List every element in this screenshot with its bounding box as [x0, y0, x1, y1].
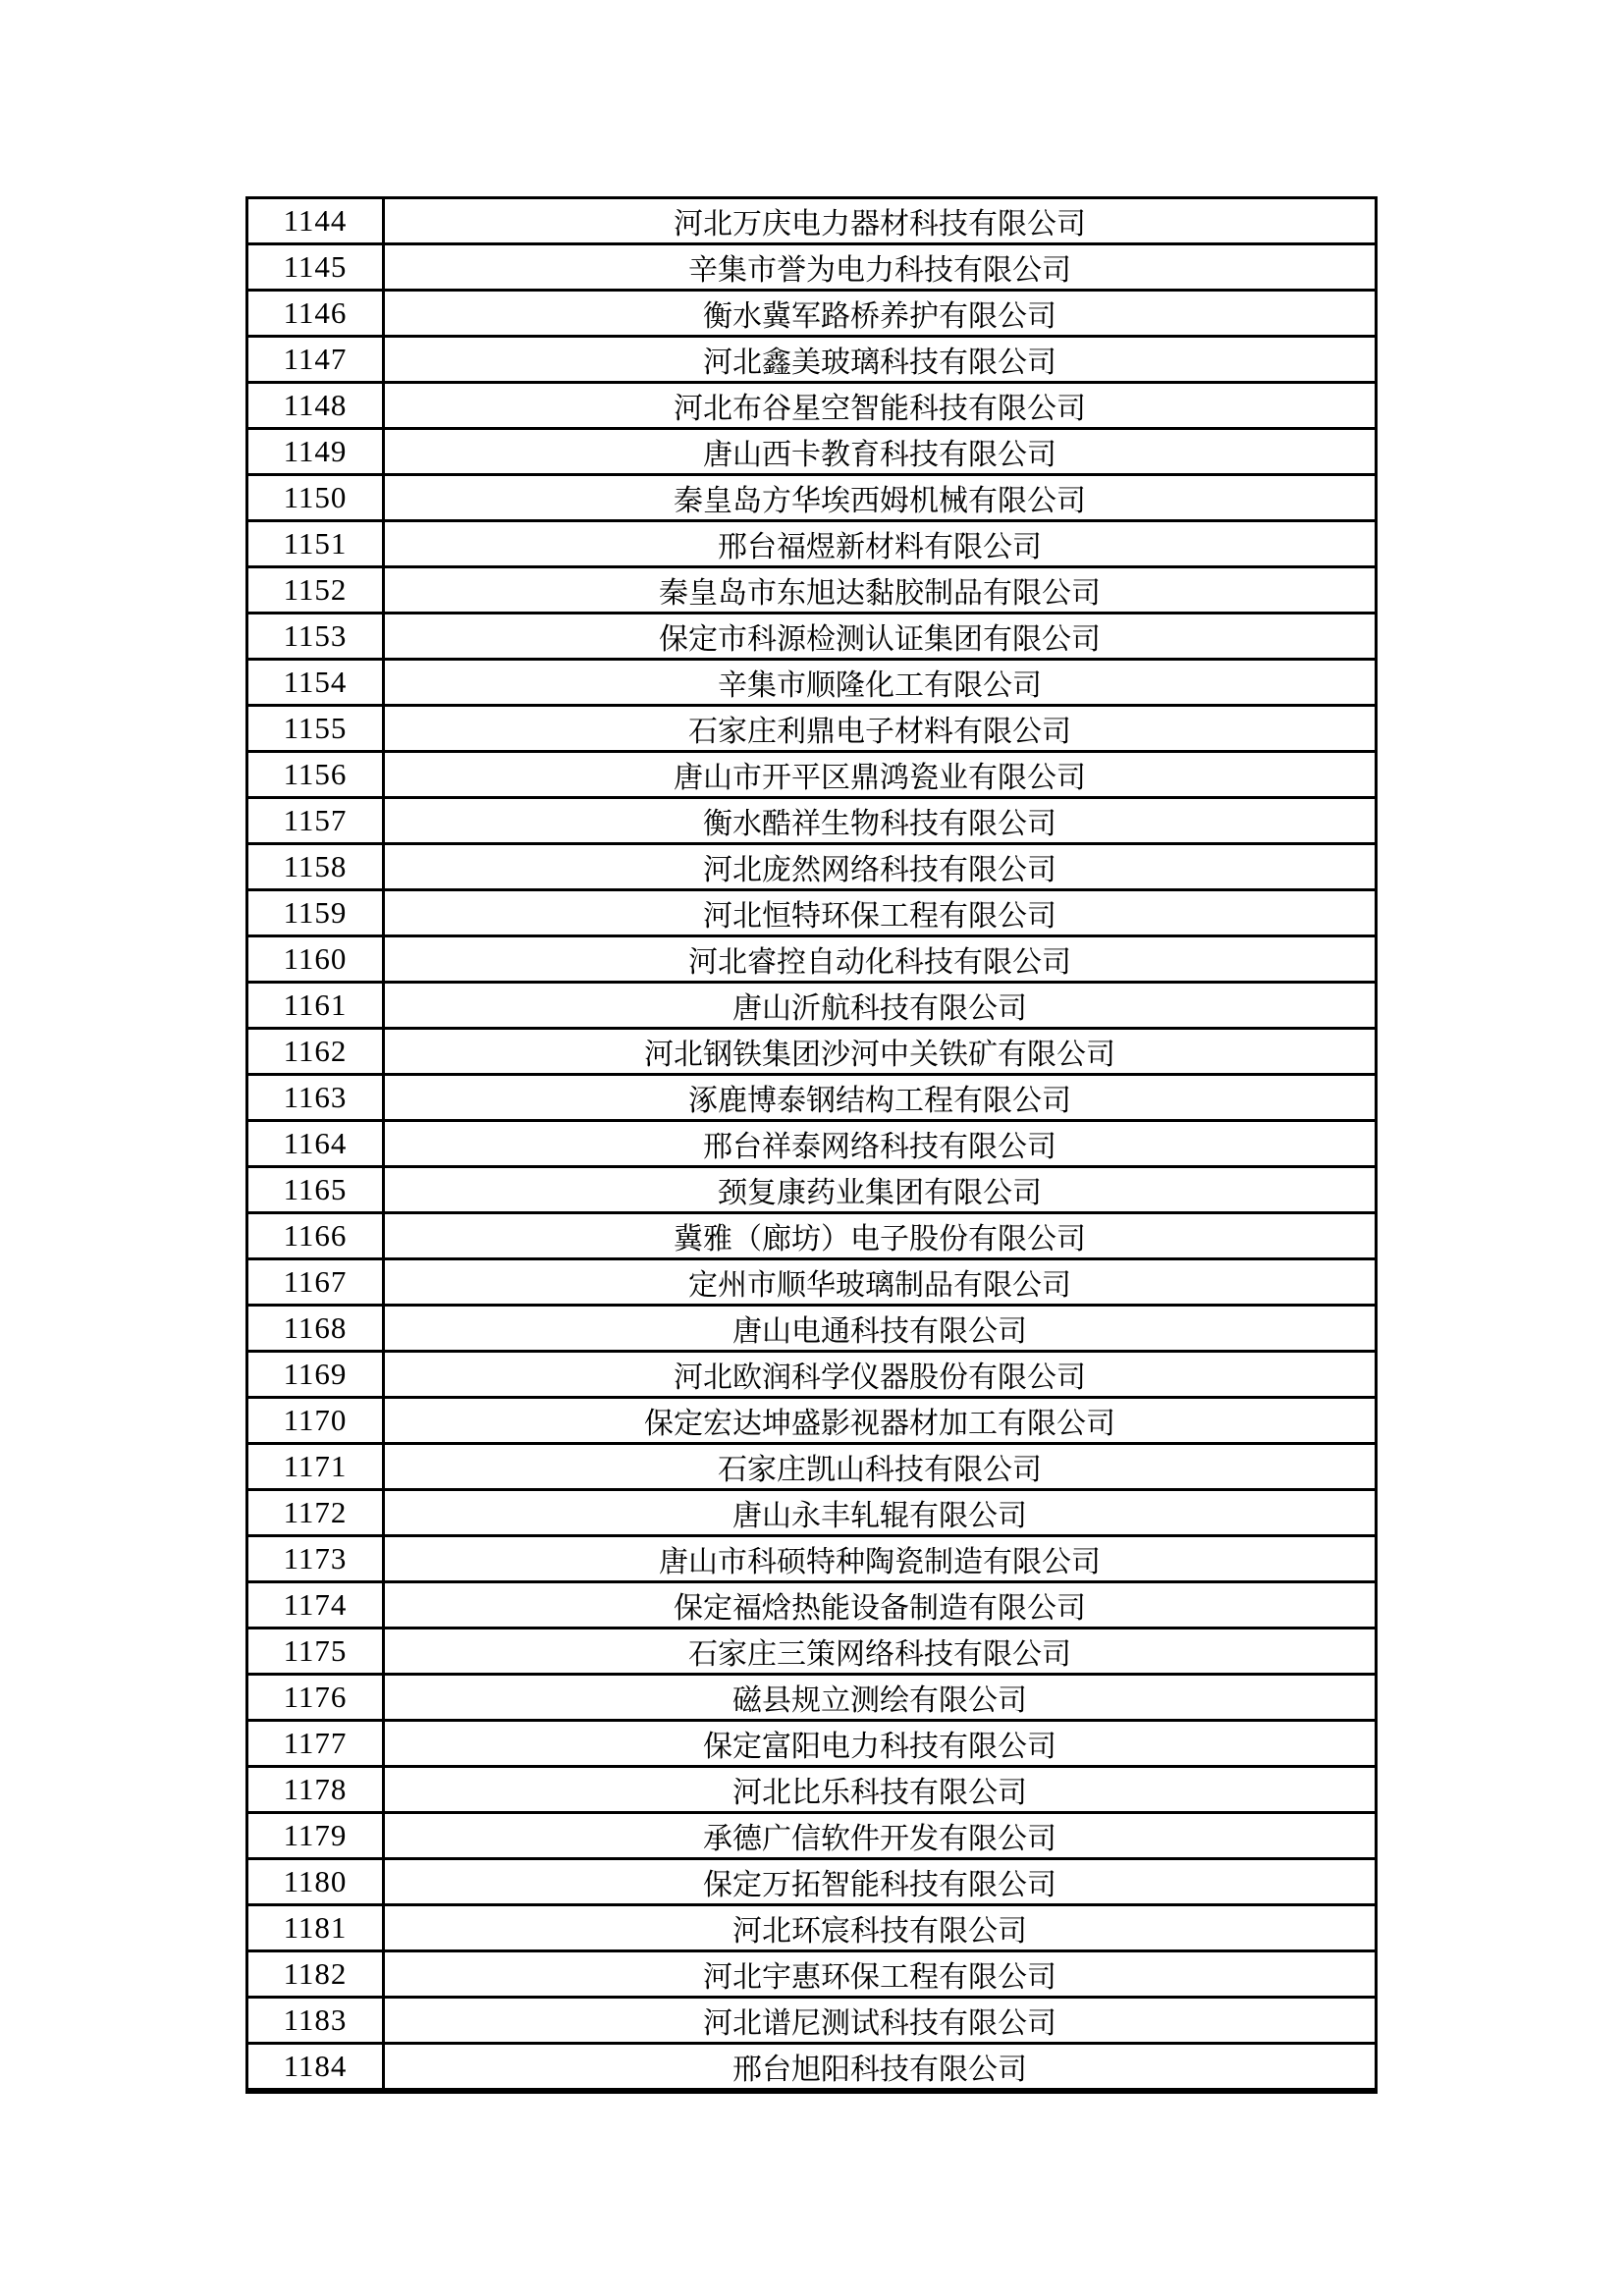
row-number-cell: 1154 — [247, 660, 384, 706]
company-name-cell: 河北欧润科学仪器股份有限公司 — [384, 1352, 1377, 1398]
row-number-cell: 1174 — [247, 1582, 384, 1629]
table-row — [247, 1259, 1377, 1306]
row-number-cell: 1176 — [247, 1675, 384, 1721]
row-number-cell: 1162 — [247, 1029, 384, 1075]
table-row — [247, 244, 1377, 291]
row-number-cell: 1158 — [247, 844, 384, 890]
company-name-cell: 辛集市顺隆化工有限公司 — [384, 660, 1377, 706]
row-number-cell: 1180 — [247, 1859, 384, 1905]
table-row — [247, 198, 1377, 244]
company-name-cell: 石家庄利鼎电子材料有限公司 — [384, 706, 1377, 752]
company-name-cell: 邢台福煜新材料有限公司 — [384, 521, 1377, 567]
company-name-cell: 河北恒特环保工程有限公司 — [384, 890, 1377, 936]
company-name-cell: 衡水酷祥生物科技有限公司 — [384, 798, 1377, 844]
company-name-cell: 石家庄凯山科技有限公司 — [384, 1444, 1377, 1490]
table-row — [247, 429, 1377, 475]
table-row — [247, 1306, 1377, 1352]
company-name-cell: 冀雅（廊坊）电子股份有限公司 — [384, 1213, 1377, 1259]
row-number-cell: 1166 — [247, 1213, 384, 1259]
row-number-cell: 1164 — [247, 1121, 384, 1167]
table-row — [247, 383, 1377, 429]
company-name-cell: 定州市顺华玻璃制品有限公司 — [384, 1259, 1377, 1306]
table-row — [247, 1075, 1377, 1121]
table-row — [247, 567, 1377, 614]
company-name-cell: 衡水冀军路桥养护有限公司 — [384, 291, 1377, 337]
row-number-cell: 1144 — [247, 198, 384, 244]
company-name-cell: 保定福焓热能设备制造有限公司 — [384, 1582, 1377, 1629]
company-name-cell: 河北鑫美玻璃科技有限公司 — [384, 337, 1377, 383]
company-name-cell: 承德广信软件开发有限公司 — [384, 1813, 1377, 1859]
company-name-cell: 保定市科源检测认证集团有限公司 — [384, 614, 1377, 660]
row-number-cell: 1177 — [247, 1721, 384, 1767]
table-row — [247, 2044, 1377, 2092]
table-row — [247, 936, 1377, 983]
company-name-cell: 秦皇岛市东旭达黏胶制品有限公司 — [384, 567, 1377, 614]
row-number-cell: 1165 — [247, 1167, 384, 1213]
row-number-cell: 1173 — [247, 1536, 384, 1582]
row-number-cell: 1146 — [247, 291, 384, 337]
table-row — [247, 1905, 1377, 1951]
row-number-cell: 1172 — [247, 1490, 384, 1536]
company-name-cell: 保定万拓智能科技有限公司 — [384, 1859, 1377, 1905]
company-name-cell: 保定富阳电力科技有限公司 — [384, 1721, 1377, 1767]
table-row — [247, 1859, 1377, 1905]
table-row — [247, 660, 1377, 706]
company-table-body — [247, 198, 1377, 2092]
row-number-cell: 1168 — [247, 1306, 384, 1352]
company-name-cell: 颈复康药业集团有限公司 — [384, 1167, 1377, 1213]
row-number-cell: 1145 — [247, 244, 384, 291]
company-name-cell: 石家庄三策网络科技有限公司 — [384, 1629, 1377, 1675]
company-name-cell: 唐山永丰轧辊有限公司 — [384, 1490, 1377, 1536]
company-name-cell: 唐山西卡教育科技有限公司 — [384, 429, 1377, 475]
table-row — [247, 337, 1377, 383]
company-name-cell: 河北比乐科技有限公司 — [384, 1767, 1377, 1813]
row-number-cell: 1178 — [247, 1767, 384, 1813]
table-row — [247, 1951, 1377, 1998]
row-number-cell: 1152 — [247, 567, 384, 614]
company-name-cell: 河北宇惠环保工程有限公司 — [384, 1951, 1377, 1998]
row-number-cell: 1147 — [247, 337, 384, 383]
table-row — [247, 1490, 1377, 1536]
company-name-cell: 磁县规立测绘有限公司 — [384, 1675, 1377, 1721]
row-number-cell: 1159 — [247, 890, 384, 936]
table-row — [247, 1767, 1377, 1813]
table-row — [247, 1121, 1377, 1167]
table-row — [247, 1352, 1377, 1398]
row-number-cell: 1150 — [247, 475, 384, 521]
company-name-cell: 保定宏达坤盛影视器材加工有限公司 — [384, 1398, 1377, 1444]
table-row — [247, 1582, 1377, 1629]
row-number-cell: 1149 — [247, 429, 384, 475]
row-number-cell: 1169 — [247, 1352, 384, 1398]
company-name-cell: 河北环宸科技有限公司 — [384, 1905, 1377, 1951]
table-row — [247, 1721, 1377, 1767]
row-number-cell: 1184 — [247, 2044, 384, 2092]
company-name-cell: 秦皇岛方华埃西姆机械有限公司 — [384, 475, 1377, 521]
row-number-cell: 1175 — [247, 1629, 384, 1675]
row-number-cell: 1182 — [247, 1951, 384, 1998]
table-row — [247, 1029, 1377, 1075]
table-row — [247, 1536, 1377, 1582]
company-name-cell: 邢台祥泰网络科技有限公司 — [384, 1121, 1377, 1167]
company-name-cell: 河北谱尼测试科技有限公司 — [384, 1998, 1377, 2044]
table-row — [247, 1398, 1377, 1444]
company-name-cell: 辛集市誉为电力科技有限公司 — [384, 244, 1377, 291]
table-row — [247, 614, 1377, 660]
table-row — [247, 890, 1377, 936]
row-number-cell: 1163 — [247, 1075, 384, 1121]
table-row — [247, 706, 1377, 752]
table-row — [247, 983, 1377, 1029]
table-row — [247, 1444, 1377, 1490]
row-number-cell: 1155 — [247, 706, 384, 752]
table-row — [247, 844, 1377, 890]
table-row — [247, 475, 1377, 521]
company-name-cell: 河北钢铁集团沙河中关铁矿有限公司 — [384, 1029, 1377, 1075]
company-name-cell: 河北睿控自动化科技有限公司 — [384, 936, 1377, 983]
table-row — [247, 752, 1377, 798]
company-name-cell: 唐山市科硕特种陶瓷制造有限公司 — [384, 1536, 1377, 1582]
row-number-cell: 1181 — [247, 1905, 384, 1951]
row-number-cell: 1179 — [247, 1813, 384, 1859]
row-number-cell: 1160 — [247, 936, 384, 983]
table-row — [247, 1998, 1377, 2044]
table-row — [247, 1675, 1377, 1721]
table-row — [247, 1629, 1377, 1675]
row-number-cell: 1161 — [247, 983, 384, 1029]
company-name-cell: 涿鹿博泰钢结构工程有限公司 — [384, 1075, 1377, 1121]
row-number-cell: 1151 — [247, 521, 384, 567]
row-number-cell: 1170 — [247, 1398, 384, 1444]
table-row — [247, 798, 1377, 844]
table-row — [247, 1213, 1377, 1259]
row-number-cell: 1183 — [247, 1998, 384, 2044]
row-number-cell: 1148 — [247, 383, 384, 429]
row-number-cell: 1153 — [247, 614, 384, 660]
company-name-cell: 邢台旭阳科技有限公司 — [384, 2044, 1377, 2092]
row-number-cell: 1171 — [247, 1444, 384, 1490]
company-list-table — [245, 196, 1378, 2094]
company-name-cell: 唐山市开平区鼎鸿瓷业有限公司 — [384, 752, 1377, 798]
row-number-cell: 1167 — [247, 1259, 384, 1306]
company-name-cell: 河北万庆电力器材科技有限公司 — [384, 198, 1377, 244]
table-row — [247, 1813, 1377, 1859]
company-name-cell: 河北庞然网络科技有限公司 — [384, 844, 1377, 890]
row-number-cell: 1157 — [247, 798, 384, 844]
row-number-cell: 1156 — [247, 752, 384, 798]
table-row — [247, 521, 1377, 567]
table-row — [247, 291, 1377, 337]
company-name-cell: 河北布谷星空智能科技有限公司 — [384, 383, 1377, 429]
company-name-cell: 唐山沂航科技有限公司 — [384, 983, 1377, 1029]
table-row — [247, 1167, 1377, 1213]
company-name-cell: 唐山电通科技有限公司 — [384, 1306, 1377, 1352]
